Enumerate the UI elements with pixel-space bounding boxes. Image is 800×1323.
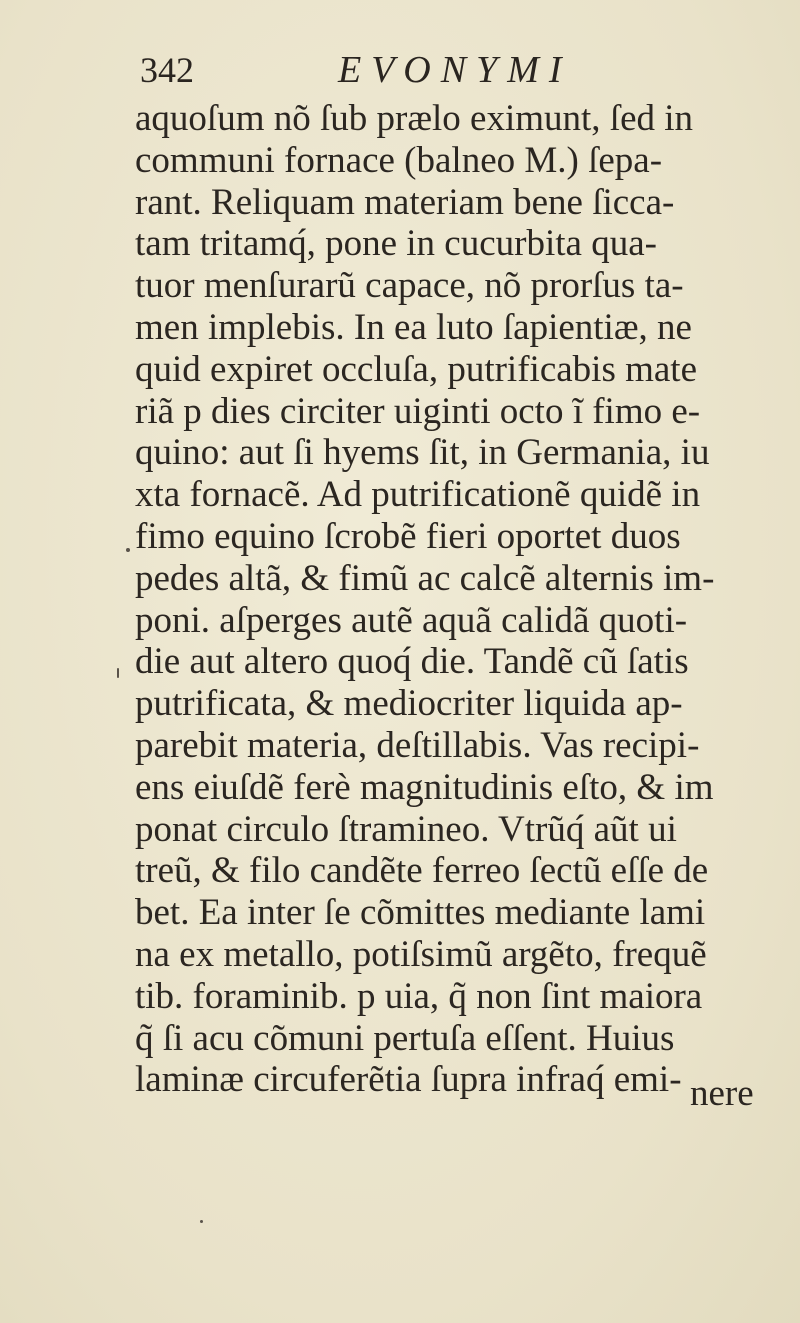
text-line: poni. aſperges autẽ aquã calidã quoti- — [135, 599, 688, 641]
text-line: rant. Reliquam materiam bene ſicca- — [135, 181, 675, 223]
text-line: bet. Ea inter ſe cõmittes mediante lami — [135, 892, 706, 934]
text-line: quid expiret occluſa, putrificabis mate — [135, 348, 697, 390]
text-line: communi fornace (balneo M.) ſepa- — [135, 139, 663, 181]
ink-speck — [200, 1220, 203, 1223]
text-line: putrificata, & mediocriter liquida ap- — [135, 683, 683, 725]
text-line: men implebis. In ea luto ſapientiæ, ne — [135, 306, 692, 348]
body-text — [135, 98, 775, 1101]
text-line: fimo equino ſcrobẽ fieri oportet duos — [135, 515, 681, 557]
text-line: parebit materia, deſtillabis. Vas recipi- — [135, 724, 700, 766]
text-line: q̃ ſi acu cõmuni pertuſa eſſent. Huius — [135, 1017, 675, 1059]
text-line: treũ, & filo candẽte ferreo ſectũ eſſe de — [135, 850, 709, 892]
text-line: ens eiuſdẽ ferè magnitudinis eſto, & im — [135, 766, 714, 808]
page-number: 342 — [140, 50, 194, 90]
catchword: nere — [690, 1073, 754, 1114]
text-line: ponat circulo ſtramineo. Vtrũq́ aũt ui — [135, 808, 677, 850]
ink-speck — [117, 668, 119, 678]
text-line: tam tritamq́, pone in cucurbita qua- — [135, 223, 657, 265]
text-line: na ex metallo, potiſsimũ argẽto, frequẽ — [135, 933, 707, 975]
text-line: pedes altã, & fimũ ac calcẽ alternis im- — [135, 557, 715, 599]
text-line: aquoſum nõ ſub prælo eximunt, ſed in — [135, 98, 694, 139]
text-line: quino: aut ſi hyems ſit, in Germania, iu — [135, 432, 710, 474]
text-line: tuor menſurarũ capace, nõ prorſus ta- — [135, 265, 684, 307]
running-title: EVONYMI — [338, 49, 572, 91]
page-header — [140, 45, 790, 95]
text-line: xta fornacẽ. Ad putrificationẽ quidẽ in — [135, 474, 701, 516]
text-line: riã p dies circiter uiginti octo ĩ fimo e- — [135, 390, 701, 432]
text-line: laminæ circuferẽtia ſupra infraq́ emi- — [135, 1059, 682, 1101]
ink-speck — [126, 548, 130, 552]
text-line: die aut altero quoq́ die. Tandẽ cũ ſatis — [135, 641, 689, 683]
text-line: tib. foraminib. p uia, q̃ non ſint maiora — [135, 975, 703, 1017]
